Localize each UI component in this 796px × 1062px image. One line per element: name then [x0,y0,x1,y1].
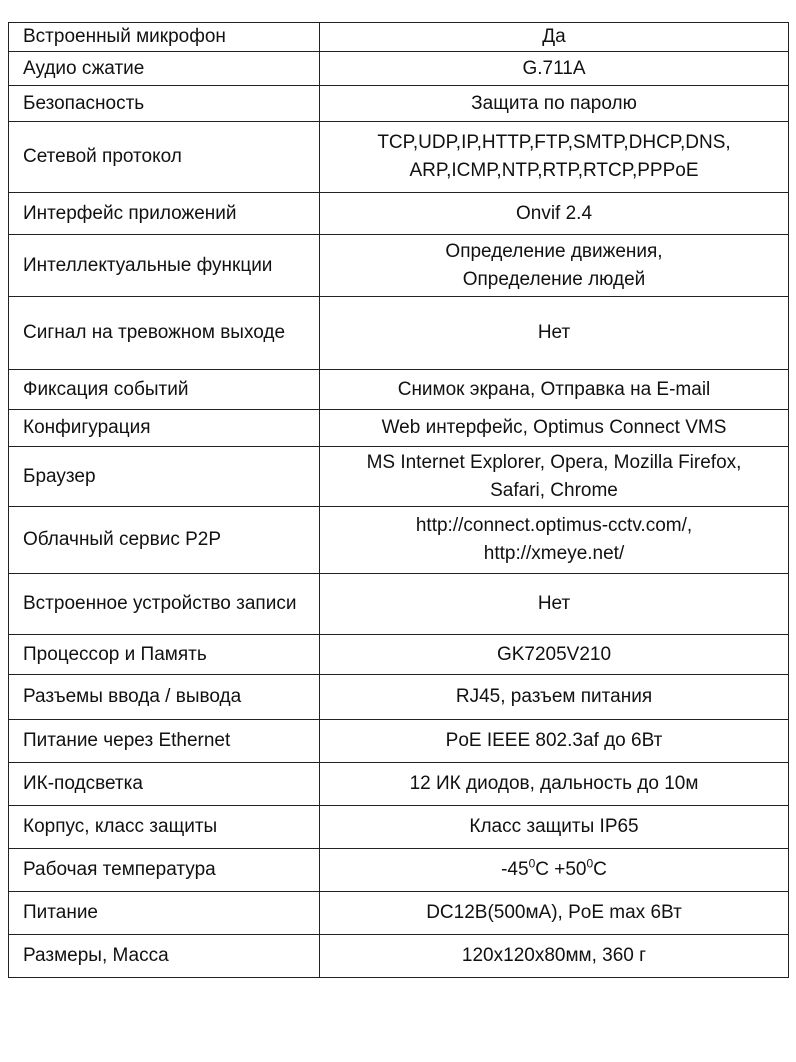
param-value: Нет [320,297,789,370]
param-value: $-45^0C +50^0C$ [320,849,789,892]
param-value: TCP,UDP,IP,HTTP,FTP,SMTP,DHCP,DNS, ARP,ICMP,NTP,RTP,RTCP,PPPoE [320,122,789,193]
param-label: Разъемы ввода / вывода [9,675,320,720]
param-value: Класс защиты IP65 [320,806,789,849]
table-row [9,410,789,447]
table-row [9,447,789,507]
param-label: Встроенное устройство записи [9,574,320,635]
param-label: Встроенный микрофон [9,23,320,52]
param-label: Корпус, класс защиты [9,806,320,849]
table-row [9,86,789,122]
param-label: Облачный сервис P2P [9,507,320,574]
table-row [9,763,789,806]
table-row [9,892,789,935]
param-value: GK7205V210 [320,635,789,675]
param-label: Безопасность [9,86,320,122]
table-row [9,935,789,978]
param-value: DC12В(500мА), PoE max 6Вт [320,892,789,935]
param-value: Нет [320,574,789,635]
table-row [9,720,789,763]
table-row [9,806,789,849]
table-row [9,23,789,52]
table-row [9,635,789,675]
param-value: 120x120x80мм, 360 г [320,935,789,978]
param-value: Да [320,23,789,52]
table-row [9,193,789,235]
param-label: Процессор и Память [9,635,320,675]
table-row [9,675,789,720]
param-label: Интерфейс приложений [9,193,320,235]
param-value: G.711A [320,52,789,86]
table-row [9,52,789,86]
param-label: Аудио сжатие [9,52,320,86]
param-label: Размеры, Масса [9,935,320,978]
param-value: RJ45, разъем питания [320,675,789,720]
param-label: Интеллектуальные функции [9,235,320,297]
param-value: MS Internet Explorer, Opera, Mozilla Firefox, Safari, Chrome [320,447,789,507]
param-label: Фиксация событий [9,370,320,410]
table-row [9,574,789,635]
param-label: Сетевой протокол [9,122,320,193]
specifications-table [8,22,789,978]
param-value: Web интерфейс, Optimus Connect VMS [320,410,789,447]
param-value: PoE IEEE 802.3af до 6Вт [320,720,789,763]
table-row [9,297,789,370]
param-value: Снимок экрана, Отправка на E-mail [320,370,789,410]
param-value: Защита по паролю [320,86,789,122]
table-row [9,122,789,193]
table-row [9,507,789,574]
param-label: Конфигурация [9,410,320,447]
param-value: Onvif 2.4 [320,193,789,235]
param-label: Сигнал на тревожном выходе [9,297,320,370]
param-label: Браузер [9,447,320,507]
table-row [9,235,789,297]
table-row [9,370,789,410]
table-row [9,849,789,892]
param-label: ИК-подсветка [9,763,320,806]
param-label: Питание [9,892,320,935]
param-value: 12 ИК диодов, дальность до 10м [320,763,789,806]
param-label: Рабочая температура [9,849,320,892]
param-value: Определение движения, Определение людей [320,235,789,297]
param-value: http://connect.optimus-cctv.com/, http://xmeye.net/ [320,507,789,574]
param-label: Питание через Ethernet [9,720,320,763]
